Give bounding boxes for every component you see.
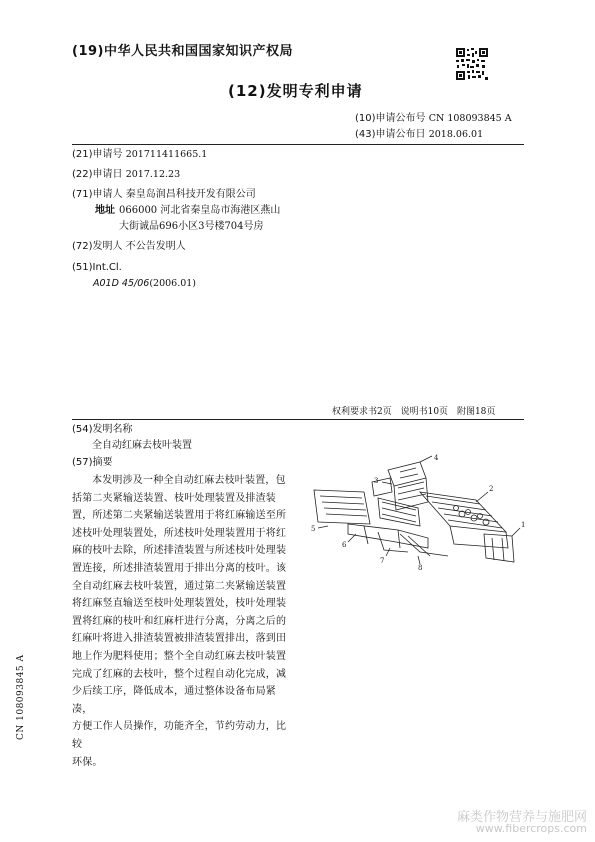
inventor-row bbox=[72, 239, 186, 255]
abstract-line: 环保。 bbox=[72, 756, 103, 768]
address-line-1: 066000 河北省秦皇岛市海港区燕山 bbox=[119, 205, 281, 216]
figure-label-6: 6 bbox=[342, 541, 347, 549]
figure-label-4: 4 bbox=[434, 454, 439, 462]
invention-title: 全自动红麻去枝叶装置 bbox=[92, 440, 192, 451]
int-cl-row bbox=[93, 276, 196, 292]
abstract-line: 方便工作人员操作，功能齐全，节约劳动力，比较 bbox=[72, 721, 287, 750]
figure-label-3: 3 bbox=[374, 477, 379, 485]
application-date-label: (22)申请日 bbox=[72, 169, 123, 180]
qr-code bbox=[455, 47, 489, 81]
abstract-line: 少后续工序，降低成本，通过整体设备布局紧凑， bbox=[72, 686, 276, 715]
publication-date-value: 2018.06.01 bbox=[428, 129, 484, 140]
int-cl-label: (51)Int.Cl. bbox=[72, 262, 122, 273]
int-cl-code: A01D 45/06 bbox=[93, 278, 150, 289]
applicant-value: 秦皇岛润昌科技开发有限公司 bbox=[125, 189, 256, 200]
inventor-label: (72)发明人 bbox=[72, 241, 123, 252]
figure-label-8: 8 bbox=[418, 564, 423, 570]
application-date-row bbox=[72, 167, 180, 183]
publication-number-label: (10)申请公布号 bbox=[355, 113, 426, 124]
abstract-line: 述枝叶处理装置处，所述枝叶处理装置用于将红 bbox=[72, 527, 287, 539]
abstract-line: 括第二夹紧输送装置、枝叶处理装置及排渣装 bbox=[72, 492, 276, 504]
publication-date-label: (43)申请公布日 bbox=[355, 129, 426, 140]
header-divider bbox=[72, 144, 524, 145]
figure-label-1: 1 bbox=[521, 521, 526, 529]
publication-date-row bbox=[355, 127, 483, 143]
abstract-line: 置，所述第二夹紧输送装置用于将红麻输送至所 bbox=[72, 510, 287, 522]
page-counts bbox=[332, 404, 495, 417]
watermark-title: 麻类作物营养与施肥网 bbox=[456, 810, 587, 825]
int-cl-year: (2006.01) bbox=[149, 278, 197, 289]
inventor-value: 不公告发明人 bbox=[125, 241, 186, 252]
abstract-figure bbox=[308, 452, 530, 570]
publication-number-value: CN 108093845 A bbox=[428, 113, 512, 124]
abstract-line: 本发明涉及一种全自动红麻去枝叶装置，包 bbox=[92, 475, 286, 486]
figure-label-2: 2 bbox=[489, 485, 494, 493]
watermark-url: www.fibercrops.com bbox=[475, 822, 587, 835]
abstract-line: 全自动红麻去枝叶装置，通过第二夹紧输送装置 bbox=[72, 580, 287, 592]
abstract-line: 麻的枝叶去除，所述排渣装置与所述枝叶处理装 bbox=[72, 545, 287, 557]
figure-label-5: 5 bbox=[311, 525, 316, 533]
abstract-line: 红麻叶将进入排渣装置被排渣装置排出，落到田 bbox=[72, 633, 287, 645]
abstract-body bbox=[72, 472, 294, 771]
publication-number-row bbox=[355, 111, 512, 127]
address-label: 地址 bbox=[95, 205, 115, 216]
abstract-line: 地上作为肥料使用；整个全自动红麻去枝叶装置 bbox=[72, 650, 287, 662]
application-number-value: 201711411665.1 bbox=[125, 149, 208, 160]
drawings-pages: 附图18页 bbox=[456, 407, 496, 417]
claims-pages: 权利要求书2页 bbox=[332, 407, 392, 417]
application-number-row bbox=[72, 147, 207, 163]
abstract-line: 将红麻竖直输送至枝叶处理装置处，枝叶处理装 bbox=[72, 598, 287, 610]
document-type: (12)发明专利申请 bbox=[228, 82, 363, 100]
application-date-value: 2017.12.23 bbox=[125, 169, 181, 180]
page-counts-divider bbox=[72, 419, 524, 420]
address-line-2: 大街诚品696小区3号楼704号房 bbox=[119, 221, 264, 232]
issuing-office: (19)中华人民共和国国家知识产权局 bbox=[72, 44, 293, 59]
description-pages: 说明书10页 bbox=[400, 407, 449, 417]
side-publication-number: CN 108093845 A bbox=[16, 654, 26, 740]
abstract-line: 置连接，所述排渣装置用于排出分离的枝叶。该 bbox=[72, 562, 287, 574]
application-number-label: (21)申请号 bbox=[72, 149, 123, 160]
applicant-label: (71)申请人 bbox=[72, 189, 123, 200]
figure-label-7: 7 bbox=[380, 557, 385, 565]
abstract-line: 置将红麻的枝叶和红麻杆进行分离，分离之后的 bbox=[72, 615, 287, 627]
abstract-line: 完成了红麻的去枝叶，整个过程自动化完成，减 bbox=[72, 668, 287, 680]
abstract-label: (57)摘要 bbox=[72, 457, 113, 468]
applicant-row bbox=[72, 187, 256, 203]
title-label: (54)发明名称 bbox=[72, 424, 133, 435]
